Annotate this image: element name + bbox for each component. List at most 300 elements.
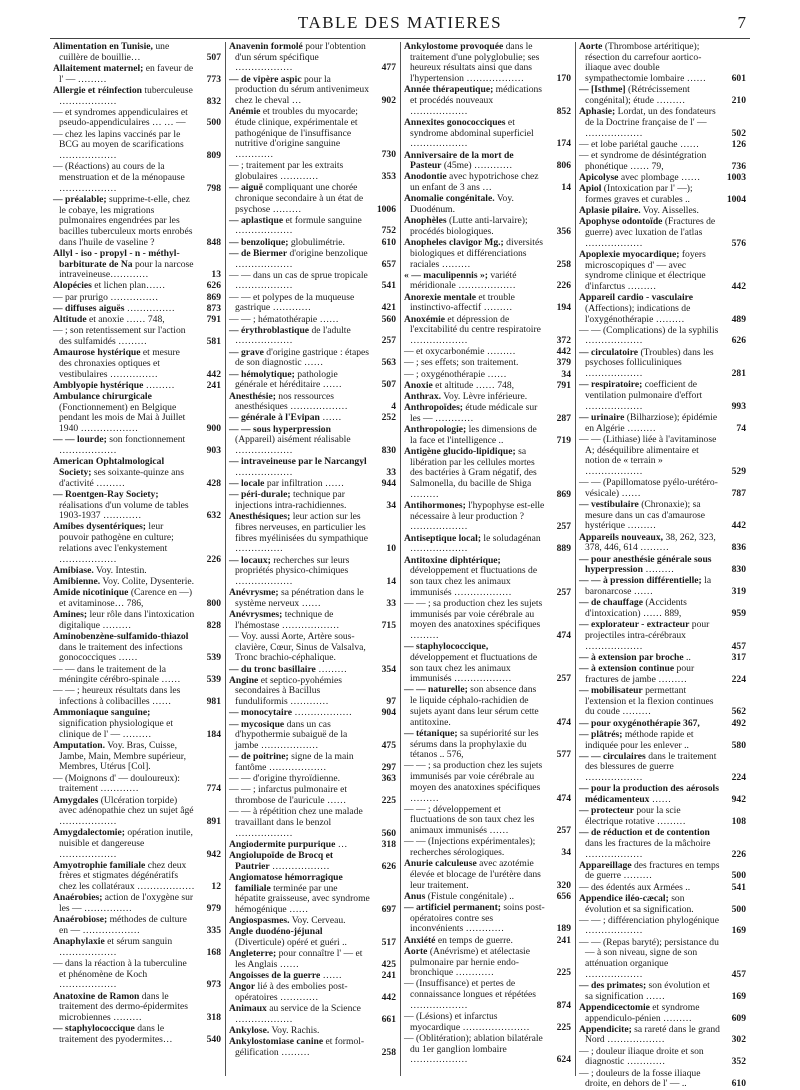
entry-detail: pour la scie électrique rotative ……… (585, 805, 686, 827)
entry-detail: ……… (315, 663, 347, 675)
index-entry (229, 971, 396, 982)
entry-page: 258 (556, 258, 571, 270)
entry-heading: Allaitement maternel; (53, 62, 144, 74)
index-entry (579, 85, 746, 106)
entry-detail: développement et fluctuations de son taux chez les animaux immunisés ……………… (410, 565, 538, 598)
entry-text (229, 665, 370, 676)
entry-heading: Aorte (404, 945, 428, 957)
entry-text (404, 381, 545, 392)
entry-heading: Apophyse odontoïde (579, 216, 663, 228)
entry-text (229, 1004, 370, 1025)
entry-page: 869 (206, 291, 221, 303)
index-entry (404, 347, 571, 358)
entry-page: 993 (731, 400, 746, 412)
entry-text (404, 216, 545, 237)
entry-detail: .. (683, 651, 691, 663)
entry-text (404, 501, 545, 533)
entry-page: 601 (731, 73, 746, 85)
entry-detail: — — (Complications) de la syphilis ……………… (579, 324, 719, 347)
entry-detail: dans les fractures de la mâchoire ……………… (585, 837, 711, 860)
index-entry (579, 151, 746, 172)
index-entry (53, 293, 221, 304)
entry-detail: ……………… (269, 860, 330, 872)
entry-text (579, 752, 720, 784)
entry-heading: Ankylostomiase canine (229, 1036, 324, 1048)
entry-heading: Anaérobiose; (53, 914, 108, 926)
entry-text (53, 64, 195, 85)
entry-text (579, 85, 720, 106)
entry-heading: Anodontie (404, 171, 447, 183)
entry-page: 241 (381, 970, 396, 982)
entry-detail: pour la production du sérum antivenimeux chez le cheval … (235, 73, 370, 107)
entry-heading: « — maculipennis »; (404, 269, 488, 281)
entry-page: 74 (736, 422, 746, 434)
entry-heading: Anavenin formolé (229, 41, 303, 52)
entry-detail: — — (Repas baryté); persistance du — à son niveau, signe de son atténuation organique ……………… (579, 936, 719, 980)
index-entry (229, 982, 396, 1003)
entry-text (404, 293, 545, 314)
entry-detail: — (Réactions) au cours de la menstruation et de la ménopause ……………… (53, 161, 185, 194)
entry-detail: pour fractures de jambe ……… (585, 663, 695, 685)
entry-text (53, 741, 195, 773)
entry-detail: Voy. Duodénum. (410, 193, 514, 216)
index-entry (579, 435, 746, 478)
entry-detail: ……… (642, 564, 675, 576)
entry-page: 736 (731, 160, 746, 172)
index-entry (229, 183, 396, 215)
index-entry (53, 577, 221, 588)
entry-detail: Voy. Rachis. (269, 1025, 320, 1037)
index-entry (229, 927, 396, 948)
entry-heading: Ankylose. (229, 1025, 270, 1037)
entry-page: 474 (556, 792, 571, 804)
entry-page: 475 (381, 740, 396, 751)
entry-page: 14 (561, 182, 571, 194)
entry-heading: Amines; (53, 609, 88, 621)
entry-heading: Amputation. (53, 740, 105, 751)
entry-heading: Antitoxine diphtérique; (404, 554, 501, 566)
entry-heading: Anxiété (404, 934, 436, 946)
entry-page: 609 (731, 1012, 746, 1024)
entry-text (53, 992, 195, 1024)
entry-page: 225 (556, 1021, 571, 1033)
entry-page: 425 (381, 959, 396, 971)
entry-heading: — locaux; (229, 554, 271, 566)
entry-heading: Anévrysme; (229, 587, 279, 599)
entry-page: 973 (206, 979, 221, 991)
index-entry (53, 522, 221, 565)
entry-text (53, 610, 195, 631)
entry-detail: — (Insuffisance) et pertes de connaissance longues et répétées ……………… (404, 978, 536, 1011)
entry-page: 492 (731, 717, 746, 729)
entry-heading: Appendicite; (579, 1023, 632, 1035)
entry-detail: (Fractures de guerre) avec luxation de l'atlas ……………… (585, 216, 716, 249)
index-entry (404, 729, 571, 761)
index-entry (404, 534, 571, 555)
entry-text (229, 490, 370, 511)
entry-heading: Allyl - iso - propyl - n - méthyl-barbiturate de Na (53, 247, 180, 270)
entry-text (229, 238, 370, 249)
entry-page: 657 (381, 258, 396, 270)
entry-text (404, 685, 545, 728)
entry-text (53, 281, 195, 292)
entry-page: 891 (206, 815, 221, 827)
index-entry (229, 315, 396, 326)
entry-page: 352 (731, 1056, 746, 1068)
index-column-1 (50, 42, 225, 1076)
entry-detail: de l'adulte ……………… (235, 324, 351, 347)
entry-page: 942 (206, 848, 221, 860)
index-entry (579, 250, 746, 293)
entry-text (229, 556, 370, 588)
entry-text (579, 576, 720, 597)
entry-text (579, 326, 720, 347)
entry-heading: Angor (229, 981, 256, 993)
entry-text (53, 348, 195, 380)
entry-detail: — ; traitement par les extraits globulaires ………… (229, 160, 344, 182)
entry-page: 281 (731, 368, 746, 380)
entry-detail: signification physiologique et clinique de l' — ……… (59, 718, 174, 740)
entry-page: 500 (206, 117, 221, 129)
index-entry (579, 806, 746, 827)
entry-text (53, 108, 195, 129)
entry-text (404, 556, 545, 599)
entry-detail: pour connaître l' — et les Anglais …… (235, 948, 363, 971)
entry-heading: Alimentation en Tunisie, (53, 41, 153, 52)
entry-detail: une cuillère de bouillie… (59, 41, 170, 63)
entry-detail: dans un cas d'hypothermie subaiguë de la jambe ……………… (235, 718, 348, 751)
entry-text (579, 173, 720, 184)
index-entry (229, 413, 396, 424)
entry-heading: Anoxie (404, 379, 433, 391)
entry-heading: Anatoxine de Ramon (53, 990, 140, 1002)
entry-text (53, 774, 195, 795)
entry-heading: Altitude (53, 314, 87, 326)
entry-heading: Amblyopie hystérique (53, 379, 144, 391)
index-entry (229, 785, 396, 806)
index-entry (53, 708, 221, 740)
entry-page: 507 (381, 379, 396, 391)
index-entry (53, 281, 221, 292)
entry-detail: l'hypophyse est-elle nécessaire à leur production ? ……………… (410, 500, 545, 533)
entry-detail: (Carence en —) et avitaminose… 786, (59, 587, 193, 609)
entry-detail: …… (649, 794, 672, 806)
index-entry (53, 348, 221, 380)
index-entry (404, 403, 571, 424)
entry-detail: (Diverticule) opéré et guéri .. (235, 937, 347, 949)
entry-detail: — (Oblitération); ablation bilatérale du 1er ganglion lombaire ……………… (404, 1032, 543, 1066)
index-entry (229, 752, 396, 773)
entry-heading: Apiol (579, 183, 602, 195)
index-entry (229, 676, 396, 708)
entry-text (404, 979, 545, 1011)
entry-detail: — — ; heureux résultats dans les infections à colibacilles …… (53, 685, 181, 708)
index-entry (229, 75, 396, 107)
entry-page: 874 (556, 999, 571, 1011)
entry-text (53, 162, 195, 194)
entry-page: 33 (386, 466, 396, 478)
entry-heading: Amaurose hystérique (53, 347, 141, 359)
entry-page: 170 (556, 73, 571, 85)
entry-text (229, 348, 370, 369)
entry-page: 752 (381, 225, 396, 237)
entry-detail: d'origine gastrique : étapes de son diagnostic …… (235, 346, 370, 369)
index-entry (229, 271, 396, 292)
entry-text (579, 413, 720, 434)
entry-detail: pour la narcose intraveineuse………… (59, 258, 194, 281)
entry-detail: variété méridionale ……………… (410, 269, 517, 292)
entry-text (404, 729, 545, 761)
index-entry (404, 642, 571, 685)
index-entry (53, 304, 221, 315)
entry-heading: — de Biermer (229, 247, 288, 259)
entry-detail: pour l'obtention d'un sérum spécifique ……………… (235, 41, 366, 74)
entry-heading: Appareils nouveaux, (579, 531, 664, 543)
index-entry (404, 425, 571, 446)
entry-detail: — ; oxygénothérapie …… (404, 368, 507, 380)
index-entry (579, 883, 746, 894)
index-entry (229, 490, 396, 511)
entry-text (579, 1069, 720, 1090)
entry-text (229, 183, 370, 215)
index-entry (53, 665, 221, 686)
entry-detail: recherches sur leurs propriétés physico-chimiques ……………… (235, 554, 350, 587)
entry-detail: et troubles du myocarde; étude clinique, expérimentale et pathogénique de l'insuffisance nutritive d'origine sanguine ………… (235, 106, 358, 161)
entry-page: 363 (381, 773, 396, 785)
index-entry (579, 730, 746, 751)
entry-text (229, 315, 370, 326)
header-rule (50, 38, 750, 39)
entry-heading: American Ophtalmological Society; (53, 456, 165, 478)
index-entry (404, 903, 571, 935)
entry-heading: Amibienne. (53, 575, 101, 587)
entry-page: 442 (731, 520, 746, 532)
index-entry (404, 556, 571, 599)
entry-page: 903 (206, 445, 221, 457)
entry-text (404, 947, 545, 979)
index-entry (229, 249, 396, 270)
entry-page: 507 (206, 51, 221, 63)
entry-page: 730 (381, 149, 396, 161)
entry-page: 477 (381, 62, 396, 74)
entry-text (53, 577, 195, 588)
index-entry (404, 1012, 571, 1033)
entry-page: 944 (381, 478, 396, 490)
index-column-3 (400, 42, 575, 1076)
entry-heading: Anesthésie; (229, 390, 276, 402)
index-entry (579, 348, 746, 380)
entry-detail: — — dans un cas de sprue tropicale ……………… (229, 269, 368, 292)
entry-page: 981 (206, 696, 221, 708)
entry-text (229, 326, 370, 347)
entry-detail: les dimensions de la face et l'intelligence .. (410, 424, 537, 446)
entry-detail: leur rôle dans l'intoxication digitalique ……… (59, 609, 195, 631)
entry-detail: sa supériorité sur les sérums dans la prophylaxie du tétanos .. 576, (410, 727, 539, 761)
index-entry (579, 938, 746, 981)
entry-heading: — urinaire (579, 411, 625, 423)
entry-text (53, 381, 195, 392)
entry-text (53, 293, 195, 304)
entry-text (579, 533, 720, 554)
entry-heading: Angiospasmes. (229, 915, 290, 927)
index-entry (53, 861, 221, 893)
entry-detail: (Ulcération torpide) avec adénopathie chez un sujet âgé ……………… (59, 794, 194, 827)
entry-text (229, 588, 370, 609)
entry-page: 715 (381, 619, 396, 631)
index-entry (579, 1025, 746, 1046)
entry-page: 226 (206, 553, 221, 565)
index-entry (229, 512, 396, 555)
entry-text (229, 392, 370, 413)
entry-page: 852 (556, 105, 571, 117)
entry-text (53, 522, 195, 565)
entry-detail: pour projectiles intra-cérébraux ……………… (585, 619, 710, 652)
entry-detail: dans le traitement des dermo-épidermites microbiennes ……… (59, 990, 188, 1024)
entry-text (53, 937, 195, 958)
entry-detail: permettant l'extension et la flexion continues du coude ……… (585, 684, 714, 718)
entry-page: 656 (556, 890, 571, 902)
entry-heading: Appareillage (579, 859, 632, 871)
entry-page: 626 (381, 860, 396, 872)
entry-page: 873 (206, 302, 221, 314)
entry-text (229, 161, 370, 182)
entry-text (53, 490, 195, 522)
entry-detail: au service de la Science ……………… (235, 1003, 361, 1026)
entry-text (229, 457, 370, 478)
entry-text (404, 892, 545, 903)
entry-page: 297 (381, 761, 396, 773)
entry-text (53, 326, 195, 347)
entry-heading: Angiomatose hémorragique familiale (229, 871, 343, 894)
index-entry (229, 632, 396, 664)
entry-text (579, 653, 720, 664)
entry-detail: — ; son retentissement sur l'action des sulfamidés ……… (53, 325, 186, 347)
entry-detail: — dans la réaction à la tuberculine et phénomène de Koch ……………… (53, 958, 187, 991)
entry-heading: Anophèles (404, 215, 447, 227)
entry-text (229, 927, 370, 948)
entry-page: 610 (731, 1078, 746, 1090)
index-entry (229, 1026, 396, 1037)
entry-detail: dans le traitement des infections gonococciques …… (59, 641, 183, 664)
entry-text (404, 447, 545, 501)
entry-page: 442 (556, 346, 571, 358)
entry-heading: Aminobenzène-sulfamido-thiazol (53, 630, 189, 642)
index-entry (579, 1003, 746, 1024)
index-entry (229, 720, 396, 752)
entry-text (53, 435, 195, 456)
entry-text (229, 1037, 370, 1058)
entry-text (404, 315, 545, 347)
entry-page: 560 (381, 313, 396, 325)
index-entry (229, 479, 396, 490)
index-columns (50, 41, 750, 1090)
index-entry (229, 238, 396, 249)
entry-page: 34 (561, 847, 571, 859)
entry-detail: avec azotémie élevée et blocage de l'urétère dans leur traitement. (410, 858, 541, 891)
entry-page: 189 (556, 923, 571, 935)
index-entry (229, 774, 396, 785)
page-header (50, 10, 750, 36)
entry-heading: — aiguë (229, 182, 263, 194)
index-entry (53, 796, 221, 828)
entry-detail: compliquant une chorée chronique secondaire à un état de psychose ……… (235, 182, 364, 215)
entry-heading: Angiodermite purpurique (229, 838, 336, 850)
entry-text (53, 249, 195, 281)
entry-page: 900 (206, 423, 221, 435)
index-entry (53, 588, 221, 609)
entry-text (579, 1025, 720, 1046)
entry-detail: (Rétrécissement congénital); étude ……… (585, 84, 690, 107)
entry-detail: — — ; sa production chez les sujets immunisés par voie cérébrale au moyen des anatoxines spécifiques ……… (404, 760, 543, 804)
entry-detail: des fractures en temps de guerre ……… (585, 859, 720, 882)
entry-text (579, 938, 720, 981)
index-entry (404, 1034, 571, 1066)
entry-detail: réalisations d'un volume de tables 1903-1937 ………… (59, 499, 189, 522)
index-entry (229, 665, 396, 676)
entry-detail: supprime-t-elle, chez le cobaye, les migrations pulmonaires engendrées par les bacilles tuberculeux morts enrobés dans l'huile de vaseline ? (59, 193, 193, 248)
entry-detail: 38, 262, 323, 378, 446, 614 ……… (585, 531, 716, 554)
entry-heading: — hémolytique; (229, 368, 295, 380)
index-entry (53, 64, 221, 85)
entry-detail: et mesure des chronaxies optiques et vestibulaires …………… (59, 347, 180, 380)
entry-heading: Anthropoïdes; (404, 402, 463, 414)
entry-page: 258 (381, 1047, 396, 1059)
entry-text (579, 217, 720, 249)
entry-text (579, 981, 720, 1002)
entry-heading: Année thérapeutique; (404, 84, 494, 96)
entry-text (579, 140, 720, 151)
entry-text (229, 425, 370, 457)
entry-heading: Appendice iléo-cæcal; (579, 892, 669, 904)
entry-text (229, 982, 370, 1003)
index-entry (579, 173, 746, 184)
entry-page: 97 (386, 696, 396, 708)
page-number: 7 (737, 13, 746, 32)
entry-page: 320 (556, 879, 571, 891)
entry-heading: Antigène glucido-lipidique; (404, 446, 516, 458)
index-entry (53, 392, 221, 435)
index-column-2 (225, 42, 400, 1076)
index-entry (579, 107, 746, 139)
entry-page: 457 (731, 968, 746, 980)
entry-page: 372 (556, 334, 571, 346)
index-entry (404, 837, 571, 858)
entry-text (53, 861, 195, 893)
entry-detail: (Anévrisme) et atélectasie pulmonaire par hernie endo-bronchique ………… (410, 945, 530, 979)
entry-heading: — mycosique (229, 718, 285, 730)
entry-page: 539 (206, 652, 221, 664)
entry-detail: son évolution et sa signification. (585, 892, 694, 915)
entry-heading: — [Isthme] (579, 84, 626, 96)
entry-detail: leur action sur les fibres nerveuses, en particulier les fibres myélinisées du sympathique …………… (235, 511, 368, 555)
entry-text (579, 1047, 720, 1068)
entry-text (53, 893, 195, 914)
entry-page: 474 (556, 716, 571, 728)
entry-detail: nos ressources anesthésiques ……………… (235, 390, 348, 413)
entry-page: 800 (206, 597, 221, 609)
entry-heading: — de chauffage (579, 597, 643, 609)
entry-page: 169 (731, 990, 746, 1002)
entry-text (53, 304, 195, 315)
entry-text (53, 959, 195, 991)
entry-detail: son absence dans le liquide céphalo-rachidien de sujets ayant dans leur sérum cette antitoxine. (410, 684, 539, 728)
index-entry (53, 632, 221, 664)
entry-detail: (Troubles) dans les psychoses folliculiniques ……………… (585, 346, 714, 380)
index-entry (579, 861, 746, 882)
entry-heading: — staphylococcique (53, 1023, 135, 1035)
entry-detail: Voy. Lèvre inférieure. (441, 391, 528, 402)
entry-detail: (Intoxication par l' —); formes graves et curables .. (585, 183, 693, 205)
